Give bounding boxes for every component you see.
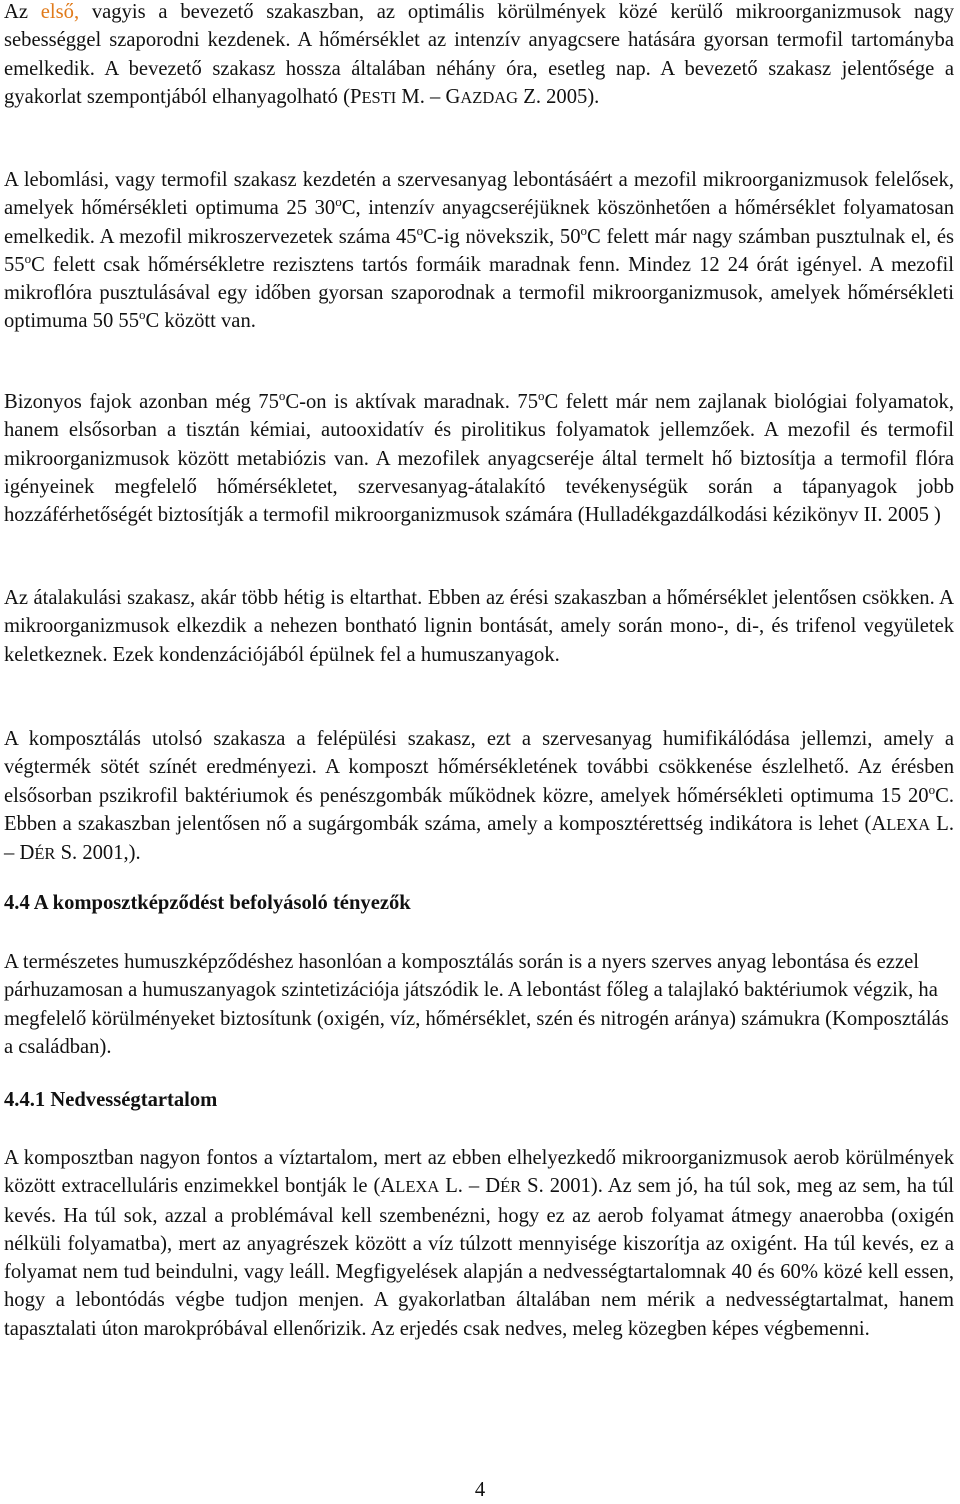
- text-span: Z. 2005).: [518, 85, 600, 108]
- small-caps-text: ÉR: [34, 844, 56, 864]
- small-caps-text: ESTI: [361, 87, 397, 107]
- highlighted-word: első,: [40, 1, 80, 23]
- small-caps-text: ÉR: [500, 1177, 522, 1197]
- paragraph-introductory-phase: [4, 0, 954, 112]
- text-span: C felett már nagy számban pusztulnak el, és 55: [4, 225, 954, 276]
- paragraph-buildup-phase: [4, 725, 954, 868]
- small-caps-text: AZDAG: [460, 87, 519, 107]
- page-number: 4: [474, 1479, 486, 1501]
- text-span: L. – D: [439, 1175, 501, 1198]
- small-caps-text: LEXA: [395, 1177, 440, 1197]
- degree-superscript: o: [416, 222, 424, 238]
- text-span: vagyis a bevezető szakaszban, az optimális körülmények közé kerülő mikroorganizmusok nagy sebességgel szaporodni kezdenek. A hőmérséklet az intenzív anyagcsere hatására gyorsan termofil tartományba emelkedik. A bevezető szakasz hossza általában néhány óra, esetleg nap. A bevezető szakasz jelentősége a gyakorlat szempontjából elhanyagolható (P: [4, 1, 954, 108]
- text-span: A komposztálás utolsó szakasza a felépülési szakasz, ezt a szervesanyag humifikálódása jellemzi, amely a végtermék sötét színét eredményezi. A komposzt hőmérsékletének további csökkenése észlelhető. Az érésben elsősorban pszikrofil baktériumok és penészgombák működnek közre, amelyek hőmérsékleti optimuma 15 20: [4, 728, 954, 807]
- text-span: S. 2001,).: [55, 842, 141, 865]
- small-caps-text: LEXA: [886, 814, 931, 834]
- text-span: C, intenzív anyagcseréjüknek köszönhetően a hőmérséklet folyamatosan emelkedik. A mezofil mikroszervezetek száma 45: [4, 197, 955, 248]
- text-span: C felett csak hőmérsékletre rezisztens tartós formáik maradnak fenn. Mindez 12 24 órát igényel. A mezofil mikroflóra pusztulásával egy időben gyorsan szaporodnak a termofil mikroorganizmusok, amelyek hőmérsékleti optimuma 50 55: [4, 253, 954, 333]
- text-span: Az: [4, 1, 41, 23]
- text-span: A lebomlási, vagy termofil szakasz kezdetén a szervesanyag lebontásáért a mezofil mikroorganizmusok felelősek, amelyek hőmérsékleti optimuma 25 30: [4, 169, 954, 220]
- text-span: C-on is aktívak maradnak. 75: [285, 391, 539, 413]
- paragraph-transformation-phase: Az átalakulási szakasz, akár több hétig is eltarthat. Ebben az érési szakaszban a hőmérséklet jelentősen csökken. A mikroorganizmusok elkezdik a nehezen bontható lignin bontását, amely során mono-, di-, és trifenol vegyületek keletkeznek. Ezek kondenzációjából épülnek fel a humuszanyagok.: [4, 587, 954, 666]
- subsection-heading: 4.4.1 Nedvességtartalom: [4, 1089, 218, 1111]
- paragraph-thermophilic-phase: [4, 166, 954, 336]
- degree-superscript: o: [335, 194, 342, 210]
- paragraph-metabiosis: [4, 388, 954, 529]
- text-span: C. Ebben a szakaszban jelentősen nő a sugárgombák száma, amely a komposztérettség indikátora is lehet (A: [4, 784, 954, 835]
- text-span: C között van.: [145, 310, 256, 333]
- text-span: C felett már nem zajlanak biológiai folyamatok, hanem elsősorban a tisztán kémiai, autooxidatív és pirolitikus folyamatok jellemzőek. A mezofil és termofil mikroorganizmusok között metabiózis van. A mezofilek anyagcseréje által termelt hő biztosítja a termofil flóra igényeinek megfelelő hőmérsékletet, szervesanyag-átalakító tevékenységük során a tápanyagok jobb hozzáférhetőségét biztosítják a termofil mikroorganizmusok számára (Hulladékgazdálkodási kézikönyv II. 2005 ): [4, 391, 954, 527]
- degree-superscript: o: [24, 250, 32, 266]
- text-span: L. – D: [4, 812, 954, 865]
- degree-superscript: o: [580, 222, 588, 238]
- paragraph-moisture-content: [4, 1144, 954, 1343]
- paragraph-humus-formation: A természetes humuszképződéshez hasonlóan a komposztálás során is a nyers szerves anyag lebontása és ezzel párhuzamosan a humuszanyagok szintetizációja játszódik le. A lebontást főleg a talajlakó baktériumok végzik, ha megfelelő körülményeket biztosítunk (oxigén, víz, hőmérséklet, szén és nitrogén aránya) számukra (Komposztálás a családban).: [4, 951, 949, 1058]
- degree-superscript: o: [278, 388, 286, 403]
- text-span: S. 2001). Az sem jó, ha túl sok, meg az sem, ha túl kevés. Ha túl sok, azzal a problémával kell szembenézni, hogy ez az aerob folyamat átmegy anaerobba (oxigén nélküli folyamatba), mert az anyagrészek között a víz túlzott mennyisége kiszorítja az oxigént. Ha túl kevés, ez a folyamat nem tud beindulni, vagy leáll. Megfigyelések alapján a nedvességtartalomnak 40 és 60% közé kell essen, hogy a lebontódás végbe tudjon menjen. A gyakorlatban általában nem mérik a nedvességtartalmat, hanem tapasztalati úton marokpróbával ellenőrizik. Az erjedés csak nedves, meleg közegben képes végbemenni.: [4, 1175, 954, 1340]
- text-span: A komposztban nagyon fontos a víztartalom, mert az ebben elhelyezkedő mikroorganizmusok aerob körülmények között extracelluláris enzimekkel bontják le (A: [4, 1147, 954, 1198]
- degree-superscript: o: [139, 307, 146, 323]
- section-heading: 4.4 A komposztképződést befolyásoló tényezők: [4, 892, 411, 914]
- text-span: Bizonyos fajok azonban még 75: [4, 391, 279, 413]
- degree-superscript: o: [538, 388, 545, 403]
- text-span: C-ig növekszik, 50: [423, 225, 581, 248]
- degree-superscript: o: [928, 781, 936, 797]
- text-span: M. – G: [396, 85, 461, 108]
